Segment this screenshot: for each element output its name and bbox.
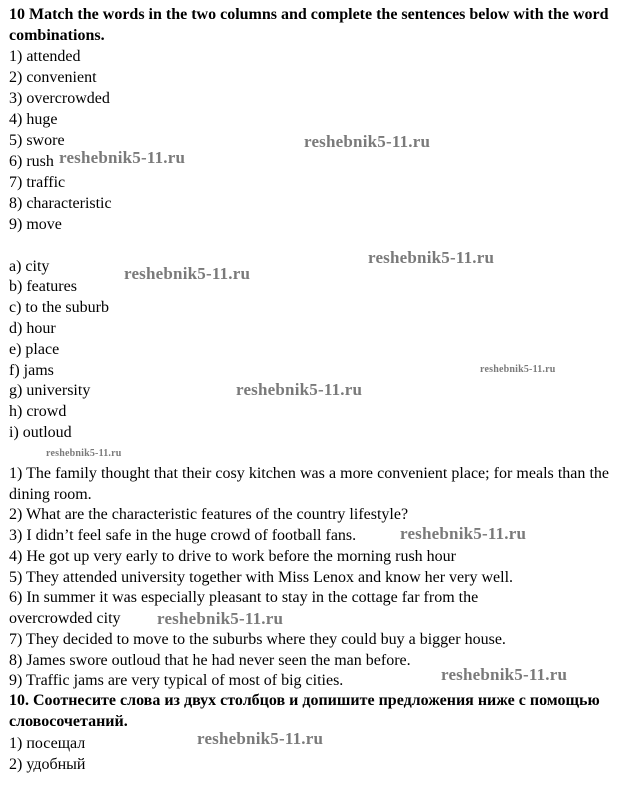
- ru-item: 2) удобный: [9, 756, 86, 773]
- watermark: reshebnik5-11.ru: [46, 448, 122, 459]
- watermark: reshebnik5-11.ru: [197, 729, 324, 748]
- sentence: 7) They decided to move to the suburbs where they could buy a bigger house.: [9, 631, 506, 648]
- exercise-heading-ru: 10. Соотнесите слова из двух столбцов и допишите предложения ниже с помощью словосочетаний.: [9, 692, 600, 730]
- watermark: reshebnik5-11.ru: [400, 524, 527, 543]
- ru-item: 1) посещал: [9, 735, 86, 752]
- column1-item: 2) convenient: [9, 69, 97, 86]
- column1-item: 8) characteristic: [9, 195, 112, 212]
- column2-item: c) to the suburb: [9, 299, 109, 316]
- column2-item: b) features: [9, 278, 77, 295]
- watermark: reshebnik5-11.ru: [368, 248, 495, 267]
- column1-item: 9) move: [9, 216, 62, 233]
- sentence: 2) What are the characteristic features of the country lifestyle?: [9, 506, 409, 523]
- exercise-heading-en: 10 Match the words in the two columns and complete the sentences below with the word combinations.: [9, 6, 609, 44]
- column2-item: i) outloud: [9, 424, 72, 441]
- column2-item: e) place: [9, 341, 60, 358]
- sentence: 8) James swore outloud that he had never seen the man before.: [9, 652, 411, 669]
- watermark: reshebnik5-11.ru: [157, 609, 284, 628]
- sentence: 6) In summer it was especially pleasant to stay in the cottage far from the overcrowded city: [9, 589, 479, 627]
- watermark: reshebnik5-11.ru: [236, 380, 363, 399]
- sentence: 3) I didn’t feel safe in the huge crowd of football fans.: [9, 527, 357, 544]
- watermark: reshebnik5-11.ru: [480, 364, 556, 375]
- column2-item: a) city: [9, 258, 50, 275]
- column1-item: 6) rush: [9, 153, 54, 170]
- sentence: 9) Traffic jams are very typical of most of big cities.: [9, 672, 344, 689]
- column2-item: f) jams: [9, 362, 54, 379]
- column1-item: 3) overcrowded: [9, 90, 110, 107]
- sentence: 5) They attended university together with Miss Lenox and know her very well.: [9, 569, 514, 586]
- watermark: reshebnik5-11.ru: [304, 132, 431, 151]
- column2-item: g) university: [9, 382, 91, 399]
- watermark: reshebnik5-11.ru: [124, 264, 251, 283]
- column1-item: 4) huge: [9, 111, 58, 128]
- watermark: reshebnik5-11.ru: [441, 665, 568, 684]
- column1-item: 7) traffic: [9, 174, 66, 191]
- column2-item: h) crowd: [9, 403, 67, 420]
- watermark: reshebnik5-11.ru: [59, 148, 186, 167]
- column1-item: 1) attended: [9, 48, 81, 65]
- column2-item: d) hour: [9, 320, 56, 337]
- sentence: 4) He got up very early to drive to work before the morning rush hour: [9, 548, 456, 565]
- sentence: 1) The family thought that their cosy kitchen was a more convenient place; for meals than the dining room.: [9, 465, 609, 503]
- column1-item: 5) swore: [9, 132, 65, 149]
